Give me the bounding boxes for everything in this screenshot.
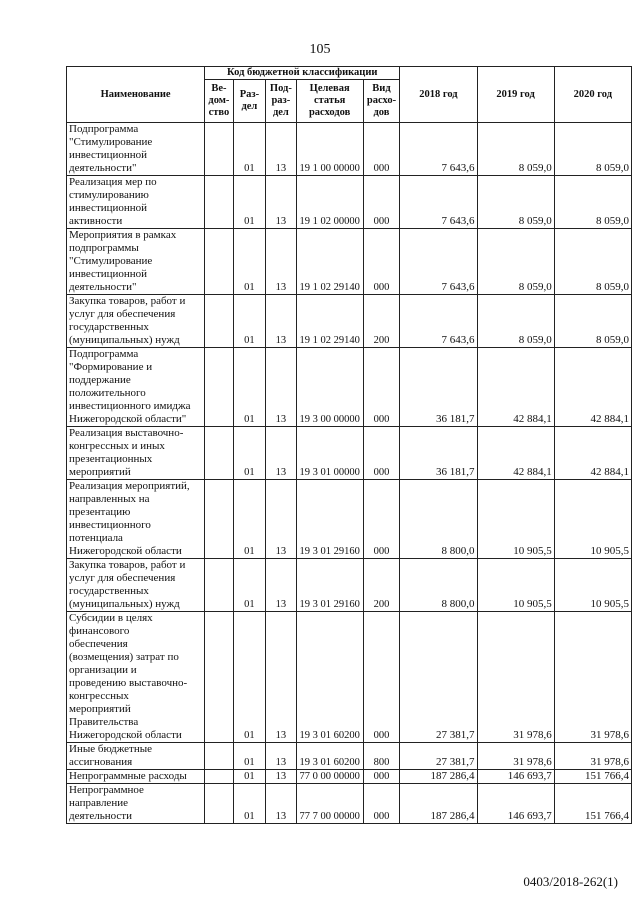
budget-table [66,66,632,824]
table-row [67,229,632,295]
row-value-2018: 8 800,0 [400,559,477,612]
row-value-2019: 146 693,7 [477,770,554,784]
row-value-2019: 31 978,6 [477,612,554,743]
row-name: Мероприятия в рамках подпрограммы "Стимулирование инвестиционной деятельности" [67,229,205,295]
table-header-row [67,67,632,80]
row-name: Реализация мер по стимулированию инвестиционной активности [67,176,205,229]
row-value-2018: 7 643,6 [400,176,477,229]
row-target-article: 19 1 02 00000 [296,176,363,229]
row-vedomstvo [205,427,233,480]
table-row [67,176,632,229]
row-razdel: 01 [233,348,266,427]
row-target-article: 19 3 01 60200 [296,612,363,743]
row-target-article: 19 1 02 29140 [296,229,363,295]
table-row [67,123,632,176]
row-podrazdel: 13 [266,743,296,770]
header-podrazdel: Под- раз- дел [266,80,296,123]
row-name: Закупка товаров, работ и услуг для обеспечения государственных (муниципальных) нужд [67,295,205,348]
row-vedomstvo [205,784,233,824]
row-name: Закупка товаров, работ и услуг для обеспечения государственных (муниципальных) нужд [67,559,205,612]
row-expense-type: 200 [363,295,400,348]
row-name: Иные бюджетные ассигнования [67,743,205,770]
row-value-2019: 8 059,0 [477,229,554,295]
row-expense-type: 000 [363,770,400,784]
row-podrazdel: 13 [266,295,296,348]
row-vedomstvo [205,348,233,427]
row-vedomstvo [205,123,233,176]
row-name: Подпрограмма "Стимулирование инвестиционной деятельности" [67,123,205,176]
row-razdel: 01 [233,612,266,743]
row-value-2019: 146 693,7 [477,784,554,824]
row-value-2018: 36 181,7 [400,427,477,480]
row-vedomstvo [205,229,233,295]
row-podrazdel: 13 [266,480,296,559]
row-value-2019: 10 905,5 [477,480,554,559]
header-2020: 2020 год [554,67,631,123]
row-podrazdel: 13 [266,348,296,427]
row-razdel: 01 [233,784,266,824]
row-name: Подпрограмма "Формирование и поддержание положительного инвестиционного имиджа Нижегородской области" [67,348,205,427]
row-podrazdel: 13 [266,123,296,176]
row-podrazdel: 13 [266,784,296,824]
row-value-2018: 36 181,7 [400,348,477,427]
row-expense-type: 800 [363,743,400,770]
row-value-2018: 7 643,6 [400,229,477,295]
row-vedomstvo [205,559,233,612]
row-value-2019: 42 884,1 [477,427,554,480]
row-razdel: 01 [233,295,266,348]
row-value-2018: 27 381,7 [400,743,477,770]
row-value-2019: 8 059,0 [477,176,554,229]
row-expense-type: 000 [363,784,400,824]
row-target-article: 19 3 01 60200 [296,743,363,770]
row-razdel: 01 [233,176,266,229]
row-podrazdel: 13 [266,770,296,784]
row-razdel: 01 [233,480,266,559]
row-value-2020: 151 766,4 [554,784,631,824]
row-expense-type: 200 [363,559,400,612]
row-value-2020: 42 884,1 [554,427,631,480]
row-target-article: 77 0 00 00000 [296,770,363,784]
row-target-article: 19 1 02 29140 [296,295,363,348]
row-value-2018: 7 643,6 [400,295,477,348]
row-target-article: 19 3 01 29160 [296,480,363,559]
row-razdel: 01 [233,559,266,612]
row-razdel: 01 [233,123,266,176]
row-value-2020: 31 978,6 [554,612,631,743]
header-budget-code-group: Код бюджетной классификации [205,67,400,80]
row-vedomstvo [205,295,233,348]
row-razdel: 01 [233,770,266,784]
row-value-2019: 8 059,0 [477,123,554,176]
row-expense-type: 000 [363,176,400,229]
header-razdel: Раз- дел [233,80,266,123]
row-target-article: 19 1 00 00000 [296,123,363,176]
row-target-article: 19 3 01 29160 [296,559,363,612]
row-razdel: 01 [233,427,266,480]
row-name: Непрограммное направление деятельности [67,784,205,824]
table-row [67,743,632,770]
row-podrazdel: 13 [266,229,296,295]
row-vedomstvo [205,480,233,559]
row-razdel: 01 [233,229,266,295]
row-vedomstvo [205,770,233,784]
row-value-2020: 10 905,5 [554,480,631,559]
row-vedomstvo [205,612,233,743]
row-value-2020: 151 766,4 [554,770,631,784]
row-name: Субсидии в целях финансового обеспечения (возмещения) затрат по организации и проведению выставочно- конгрессных мероприятий Правительства Нижегородской области [67,612,205,743]
row-podrazdel: 13 [266,427,296,480]
table-row [67,427,632,480]
row-value-2019: 10 905,5 [477,559,554,612]
row-razdel: 01 [233,743,266,770]
row-value-2018: 187 286,4 [400,770,477,784]
row-value-2020: 8 059,0 [554,295,631,348]
header-expense-type: Вид расхо- дов [363,80,400,123]
row-target-article: 19 3 00 00000 [296,348,363,427]
row-value-2020: 42 884,1 [554,348,631,427]
header-target-article: Целевая статья расходов [296,80,363,123]
row-name: Непрограммные расходы [67,770,205,784]
row-value-2018: 7 643,6 [400,123,477,176]
table-row [67,480,632,559]
row-value-2019: 8 059,0 [477,295,554,348]
header-2019: 2019 год [477,67,554,123]
row-target-article: 19 3 01 00000 [296,427,363,480]
row-value-2020: 8 059,0 [554,176,631,229]
row-value-2020: 8 059,0 [554,123,631,176]
table-row [67,295,632,348]
header-vedomstvo: Ве- дом- ство [205,80,233,123]
table-row [67,784,632,824]
row-value-2020: 31 978,6 [554,743,631,770]
row-vedomstvo [205,176,233,229]
document-code: 0403/2018-262(1) [523,874,618,889]
table-row [67,770,632,784]
row-value-2018: 8 800,0 [400,480,477,559]
row-expense-type: 000 [363,612,400,743]
row-target-article: 77 7 00 00000 [296,784,363,824]
row-podrazdel: 13 [266,612,296,743]
table-row [67,559,632,612]
row-value-2019: 31 978,6 [477,743,554,770]
row-podrazdel: 13 [266,559,296,612]
row-expense-type: 000 [363,348,400,427]
table-row [67,612,632,743]
row-name: Реализация выставочно- конгрессных и иных презентационных мероприятий [67,427,205,480]
row-value-2019: 42 884,1 [477,348,554,427]
header-name: Наименование [67,67,205,123]
row-value-2020: 10 905,5 [554,559,631,612]
table-row [67,348,632,427]
header-2018: 2018 год [400,67,477,123]
row-expense-type: 000 [363,123,400,176]
row-expense-type: 000 [363,480,400,559]
row-name: Реализация мероприятий, направленных на презентацию инвестиционного потенциала Нижегородской области [67,480,205,559]
row-podrazdel: 13 [266,176,296,229]
row-value-2018: 187 286,4 [400,784,477,824]
row-expense-type: 000 [363,427,400,480]
row-vedomstvo [205,743,233,770]
row-value-2018: 27 381,7 [400,612,477,743]
row-expense-type: 000 [363,229,400,295]
row-value-2020: 8 059,0 [554,229,631,295]
page-number: 105 [309,42,331,57]
